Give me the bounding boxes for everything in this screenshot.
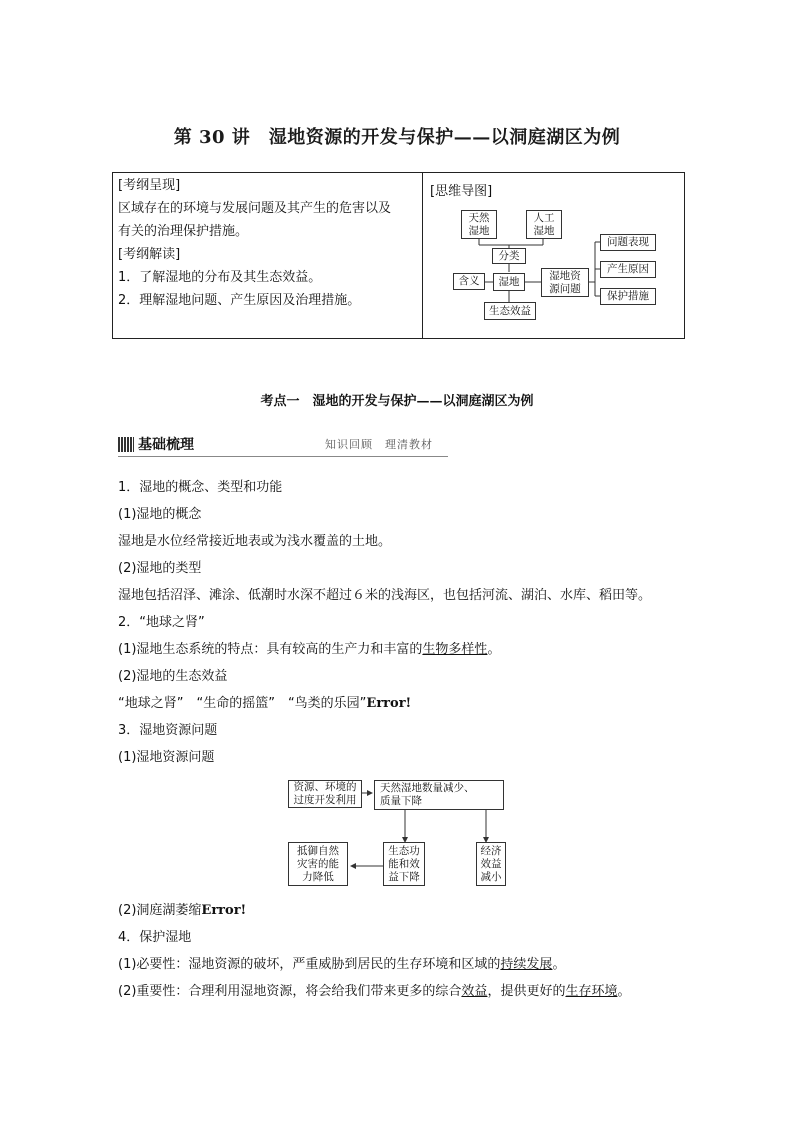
heading-4: 4．保护湿地 (118, 930, 192, 945)
mindmap-artificial-wetland: 人工 湿地 (526, 210, 562, 239)
basis-header (118, 432, 448, 462)
h2-1-pre: (1)湿地生态系统的特点：具有较高的生产力和丰富的 (118, 642, 423, 657)
h2-1-post: 。 (487, 642, 501, 657)
heading-4-2 (118, 982, 630, 1002)
heading-4-1 (118, 955, 565, 975)
outline-item-2: 2．理解湿地问题、产生原因及治理措施。 (118, 293, 361, 308)
heading-3-1: (1)湿地资源问题 (118, 750, 215, 765)
heading-2: 2．“地球之肾” (118, 615, 205, 630)
h3-2-error: Error! (201, 903, 247, 918)
basis-label: 基础梳理 (138, 437, 194, 453)
p3-error: Error! (366, 696, 412, 711)
heading-3: 3．湿地资源问题 (118, 723, 218, 738)
flow-cause: 资源、环境的 过度开发利用 (288, 780, 362, 808)
basis-rule (118, 456, 448, 457)
para-1: 湿地是水位经常接近地表或为浅水覆盖的土地。 (118, 534, 392, 549)
mindmap-classify: 分类 (492, 248, 526, 264)
mindmap-wetland: 湿地 (493, 273, 525, 291)
flow-eco-function: 生态功 能和效 益下降 (383, 842, 425, 886)
mindmap-meaning: 含义 (453, 273, 485, 290)
heading-1: 1．湿地的概念、类型和功能 (118, 480, 283, 495)
outline-left (118, 174, 391, 312)
mindmap-connectors (423, 172, 685, 339)
h4-2-underline-1: 效益 (461, 984, 488, 999)
mindmap-header: [思维导图] (430, 184, 493, 199)
mindmap-measures: 保护措施 (600, 288, 656, 305)
heading-1-2: (2)湿地的类型 (118, 561, 202, 576)
mindmap-cause: 产生原因 (600, 261, 656, 278)
outline-line-1: 区域存在的环境与发展问题及其产生的危害以及 (118, 201, 392, 216)
page-title: 第 30 讲 湿地资源的开发与保护——以洞庭湖区为例 (173, 127, 621, 148)
h3-2-pre: (2)洞庭湖萎缩 (118, 903, 202, 918)
para-2: 湿地包括沼泽、滩涂、低潮时水深不超过６米的浅海区，也包括河流、湖泊、水库、稻田等。 (118, 588, 652, 603)
p3-pre: “地球之肾” “生命的摇篮” “鸟类的乐园” (118, 696, 367, 711)
mindmap-eco-benefit: 生态效益 (484, 302, 536, 320)
basis-sub: 知识回顾 理清教材 (325, 438, 433, 451)
flow-decrease: 天然湿地数量减少、 质量下降 (374, 780, 504, 810)
h4-2-underline-2: 生存环境 (565, 984, 618, 999)
heading-2-2: (2)湿地的生态效益 (118, 669, 228, 684)
flowchart (283, 776, 513, 892)
mindmap-natural-wetland: 天然 湿地 (461, 210, 497, 239)
mindmap (423, 172, 685, 339)
stripes-icon (118, 437, 134, 452)
mindmap-problem-show: 问题表现 (600, 234, 656, 251)
outline-line-2: 有关的治理保护措施。 (118, 224, 249, 239)
h4-1-pre: (1)必要性：湿地资源的破坏，严重威胁到居民的生存环境和区域的 (118, 957, 501, 972)
heading-2-1 (118, 640, 500, 660)
heading-3-2 (118, 901, 246, 921)
h4-2-pre: (2)重要性：合理利用湿地资源，将会给我们带来更多的综合 (118, 984, 462, 999)
flow-economy: 经济 效益 减小 (476, 842, 506, 886)
outline-header-1: [考纲呈现] (118, 178, 181, 193)
mindmap-resource-problem: 湿地资 源问题 (541, 268, 589, 297)
outline-item-1: 1．了解湿地的分布及其生态效益。 (118, 270, 322, 285)
outline-header-2: [考纲解读] (118, 247, 181, 262)
para-3 (118, 694, 411, 714)
h4-2-post: 。 (617, 984, 631, 999)
h4-2-mid: ，提供更好的 (487, 984, 566, 999)
h4-1-underline: 持续发展 (500, 957, 553, 972)
section-title: 考点一 湿地的开发与保护——以洞庭湖区为例 (260, 394, 534, 409)
heading-1-1: (1)湿地的概念 (118, 507, 202, 522)
h2-1-underline: 生物多样性 (422, 642, 488, 657)
h4-1-post: 。 (552, 957, 566, 972)
flow-defense: 抵御自然 灾害的能 力降低 (288, 842, 348, 886)
